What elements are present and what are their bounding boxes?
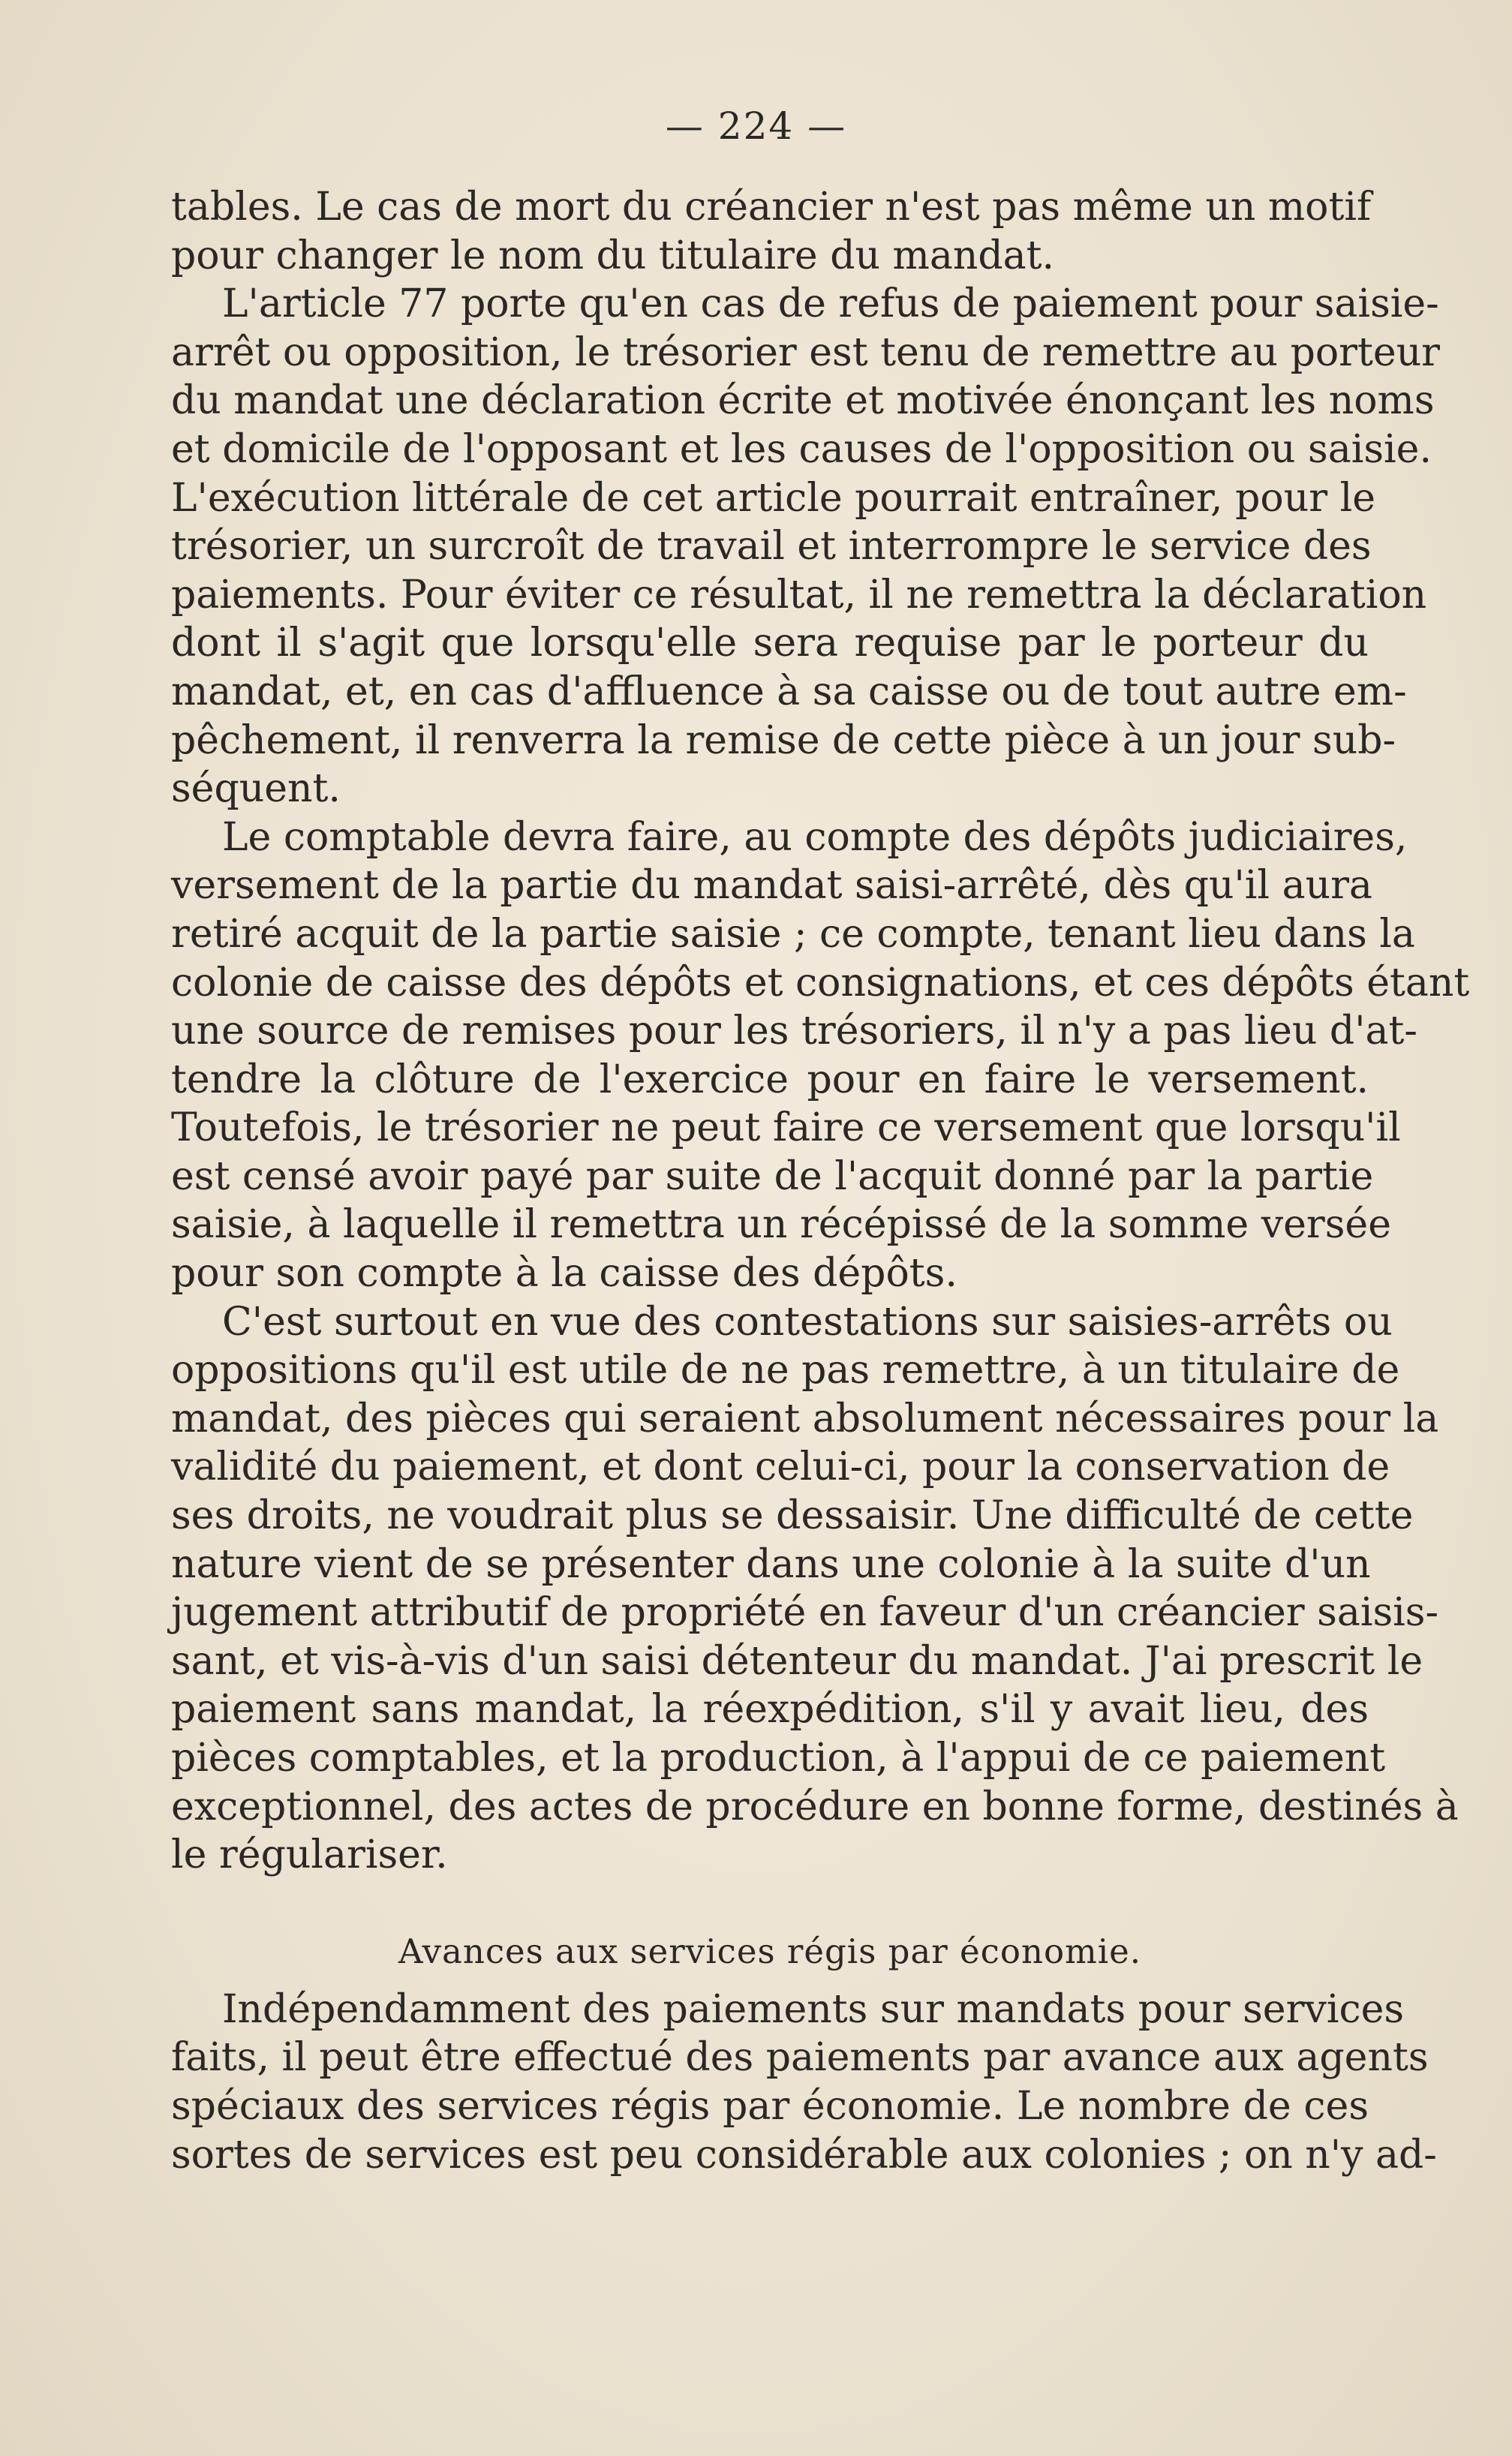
text-line: oppositions qu'il est utile de ne pas remettre, à un titulaire de bbox=[171, 1348, 1400, 1393]
text-line: faits, il peut être effectué des paiements par avance aux agents bbox=[171, 2035, 1429, 2081]
paragraph bbox=[171, 280, 1441, 813]
body-text bbox=[171, 183, 1470, 2179]
text-line: versement de la partie du mandat saisi-arrêté, dès qu'il aura bbox=[171, 863, 1372, 909]
text-line: trésorier, un surcroît de travail et interrompre le service des bbox=[171, 524, 1372, 570]
text-line: Toutefois, le trésorier ne peut faire ce versement que lorsqu'il bbox=[171, 1105, 1401, 1151]
page-number: — 224 — bbox=[665, 104, 847, 148]
text-line: arrêt ou opposition, le trésorier est tenu de remettre au porteur bbox=[171, 329, 1441, 375]
text-line: tendre la clôture de l'exercice pour en faire le versement. bbox=[171, 1057, 1369, 1102]
paragraph bbox=[171, 183, 1372, 280]
text-line: exceptionnel, des actes de procédure en bonne forme, destinés à bbox=[171, 1784, 1459, 1829]
text-line: paiements. Pour éviter ce résultat, il ne remettra la déclaration bbox=[171, 572, 1427, 618]
text-line: séquent. bbox=[171, 766, 341, 812]
text-line: mandat, des pièces qui seraient absolument nécessaires pour la bbox=[171, 1396, 1439, 1441]
paragraph bbox=[171, 813, 1470, 1298]
text-line: une source de remises pour les trésoriers, il n'y a pas lieu d'at- bbox=[171, 1009, 1417, 1054]
text-line: mandat, et, en cas d'affluence à sa caisse ou de tout autre em- bbox=[171, 669, 1407, 714]
text-line: nature vient de se présenter dans une colonie à la suite d'un bbox=[171, 1541, 1371, 1587]
text-line: sortes de services est peu considérable aux colonies ; on n'y ad- bbox=[171, 2132, 1437, 2178]
text-line: du mandat une déclaration écrite et motivée énonçant les noms bbox=[171, 378, 1435, 424]
text-line: Indépendamment des paiements sur mandats pour services bbox=[222, 1986, 1405, 2032]
text-line: le régulariser. bbox=[171, 1832, 448, 1878]
text-line: C'est surtout en vue des contestations sur saisies-arrêts ou bbox=[222, 1299, 1393, 1345]
text-line: spéciaux des services régis par économie. Le nombre de ces bbox=[171, 2083, 1369, 2129]
text-line: pièces comptables, et la production, à l'appui de ce paiement bbox=[171, 1736, 1386, 1781]
text-line: L'exécution littérale de cet article pourrait entraîner, pour le bbox=[171, 475, 1375, 521]
text-line: sant, et vis-à-vis d'un saisi détenteur du mandat. J'ai prescrit le bbox=[171, 1638, 1423, 1684]
text-line: L'article 77 porte qu'en cas de refus de paiement pour saisie- bbox=[222, 281, 1439, 327]
paragraph bbox=[171, 1298, 1459, 1880]
text-line: validité du paiement, et dont celui-ci, pour la conservation de bbox=[171, 1444, 1390, 1490]
text-line: pour changer le nom du titulaire du mandat. bbox=[171, 233, 1055, 278]
text-line: dont il s'agit que lorsqu'elle sera requise par le porteur du bbox=[171, 621, 1369, 666]
text-line: tables. Le cas de mort du créancier n'est pas même un motif bbox=[171, 185, 1372, 230]
text-line: ses droits, ne voudrait plus se dessaisir. Une difficulté de cette bbox=[171, 1493, 1414, 1539]
text-line: pour son compte à la caisse des dépôts. bbox=[171, 1251, 957, 1297]
text-line: jugement attributif de propriété en faveur d'un créancier saisis- bbox=[171, 1590, 1439, 1636]
text-line: paiement sans mandat, la réexpédition, s'il y avait lieu, des bbox=[171, 1687, 1369, 1733]
text-line: saisie, à laquelle il remettra un récépissé de la somme versée bbox=[171, 1202, 1391, 1248]
text-line: et domicile de l'opposant et les causes de l'opposition ou saisie. bbox=[171, 426, 1432, 472]
text-line: pêchement, il renverra la remise de cette pièce à un jour sub- bbox=[171, 717, 1396, 763]
section-heading: Avances aux services régis par économie. bbox=[398, 1931, 1142, 1971]
text-line: est censé avoir payé par suite de l'acquit donné par la partie bbox=[171, 1153, 1374, 1199]
text-line: retiré acquit de la partie saisie ; ce compte, tenant lieu dans la bbox=[171, 911, 1415, 957]
paragraph bbox=[171, 1986, 1437, 2179]
text-line: Le comptable devra faire, au compte des dépôts judiciaires, bbox=[222, 814, 1408, 860]
text-line: colonie de caisse des dépôts et consignations, et ces dépôts étant bbox=[171, 960, 1470, 1006]
